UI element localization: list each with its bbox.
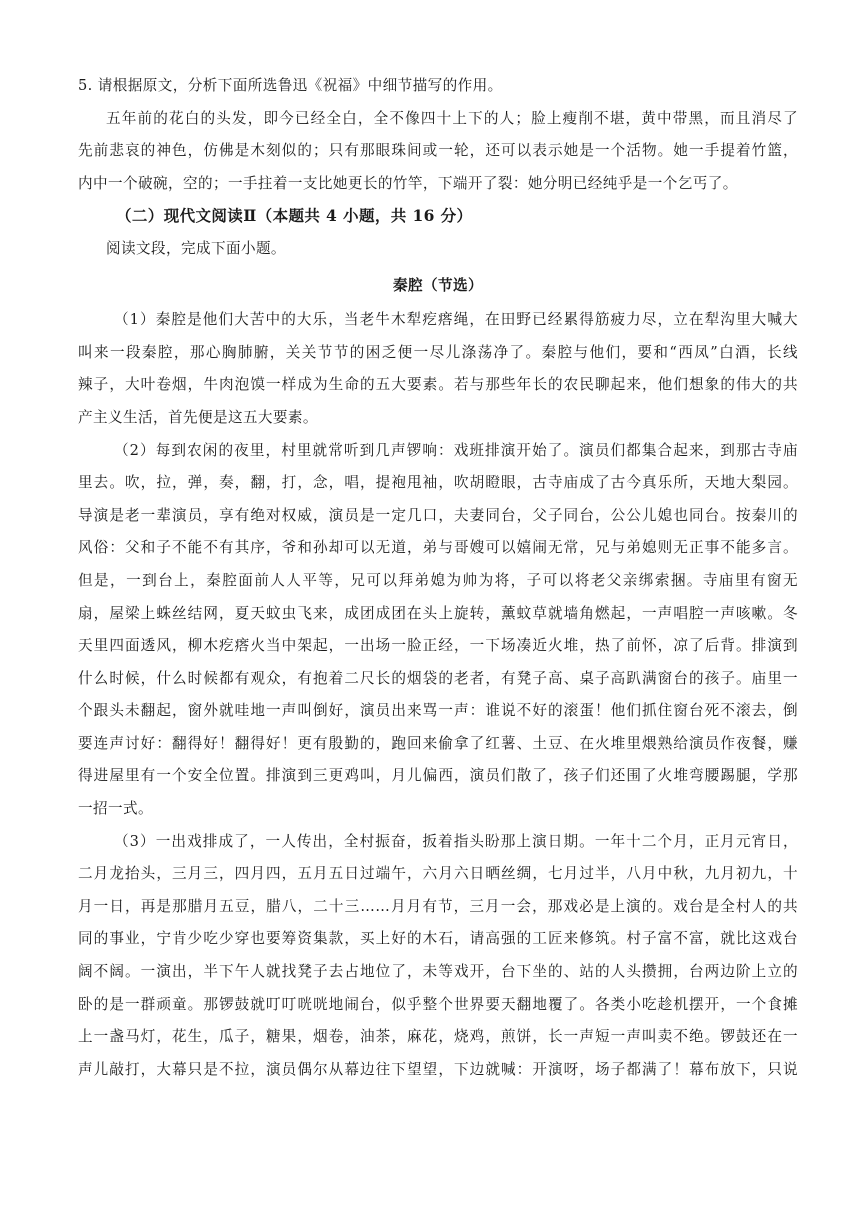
question-line: 5. 请根据原文，分析下面所选鲁迅《祝福》中细节描写的作用。 <box>78 77 503 94</box>
paragraph-line: 但是，一到台上，秦腔面前人人平等，兄可以拜弟媳为帅为将，子可以将老父亲绑索捆。寺庙里有窗无 <box>78 571 798 589</box>
paragraph-line: （3）一出戏排成了，一人传出，全村振奋，扳着指头盼那上演日期。一年十二个月，正月元宵日， <box>114 832 798 850</box>
quote-line: 内中一个破碗，空的；一手拄着一支比她更长的竹竿，下端开了裂：她分明已经纯乎是一个乞丐了。 <box>78 174 738 192</box>
paragraph-line: 辣子，大叶卷烟，牛肉泡馍一样成为生命的五大要素。若与那些年长的农民聊起来，他们想象的伟大的共 <box>78 376 798 394</box>
paragraph-line: 导演是老一辈演员，享有绝对权威，演员是一定几口，夫妻同台，父子同台，公公儿媳也同台。按秦川的 <box>78 506 798 524</box>
paragraph-line: 阔不阔。一演出，半下午人就找凳子去占地位了，未等戏开，台下坐的、站的人头攒拥，台两边阶上立的 <box>78 963 798 981</box>
paragraph-line: 声儿敲打，大幕只是不拉，演员偶尔从幕边往下望望，下边就喊：开演呀，场子都满了！幕布放下，只说 <box>78 1060 798 1078</box>
paragraph-line: 上一盏马灯，花生，瓜子，糖果，烟卷，油茶，麻花，烧鸡，煎饼，长一声短一声叫卖不绝。锣鼓还在一 <box>78 1028 798 1046</box>
quote-line: 五年前的花白的头发，即今已经全白，全不像四十上下的人；脸上瘦削不堪，黄中带黑，而且消尽了 <box>106 109 798 127</box>
paragraph-line: 扇，屋梁上蛛丝结网，夏天蚊虫飞来，成团成团在头上旋转，薰蚊草就墙角燃起，一声唱腔一声咳嗽。冬 <box>78 604 798 622</box>
document-page <box>78 70 798 1086</box>
paragraph-1 <box>78 304 798 434</box>
paragraph-line: 月一日，再是那腊月五豆，腊八，二十三……月月有节，三月一会，那戏必是上演的。戏台是全村人的共 <box>78 897 798 915</box>
paragraph-2 <box>78 435 798 826</box>
section-title: （二）现代文阅读Ⅱ（本题共 4 小题，共 16 分） <box>116 206 473 226</box>
paragraph-line: 卧的是一群顽童。那锣鼓就叮叮咣咣地闹台，似乎整个世界要天翻地覆了。各类小吃趁机摆开，一个食摊 <box>78 995 798 1013</box>
paragraph-line: （2）每到农闲的夜里，村里就常听到几声锣响：戏班排演开始了。演员们都集合起来，到那古寺庙 <box>114 441 798 459</box>
paragraph-line: 里去。吹，拉，弹，奏，翻，打，念，唱，提袍甩袖，吹胡瞪眼，古寺庙成了古今真乐所，天地大梨园。 <box>78 474 798 492</box>
quote-line: 先前悲哀的神色，仿佛是木刻似的；只有那眼珠间或一轮，还可以表示她是一个活物。她一手提着竹篮， <box>78 142 798 160</box>
paragraph-line: 什么时候，什么时候都有观众，有抱着二尺长的烟袋的老者，有凳子高、桌子高趴满窗台的孩子。庙里一 <box>78 669 798 687</box>
paragraph-line: 一招一式。 <box>78 800 153 818</box>
paragraph-line: （1）秦腔是他们大苦中的大乐，当老牛木犁疙瘩绳，在田野已经累得筋疲力尽，立在犁沟里大喊大 <box>114 311 798 329</box>
paragraph-line: 产主义生活，首先便是这五大要素。 <box>78 408 318 426</box>
paragraph-line: 风俗：父和子不能不有其序，爷和孙却可以无道，弟与哥嫂可以嬉闹无常，兄与弟媳则无正事不能多言。 <box>78 539 798 557</box>
section-instruction: 阅读文段，完成下面小题。 <box>106 239 286 257</box>
paragraph-line: 叫来一段秦腔，那心胸肺腑，关关节节的困乏便一尽儿涤荡净了。秦腔与他们，要和“西凤”白酒，长线 <box>78 343 798 361</box>
paragraph-line: 二月龙抬头，三月三，四月四，五月五日过端午，六月六日晒丝绸，七月过半，八月中秋，九月初九，十 <box>78 865 798 883</box>
paragraph-line: 天里四面透风，柳木疙瘩火当中架起，一出场一脸正经，一下场凑近火堆，热了前怀，凉了后背。排演到 <box>78 637 798 655</box>
paragraph-3 <box>78 826 798 1087</box>
quote-block <box>78 103 798 201</box>
paragraph-line: 个跟头未翻起，窗外就哇地一声叫倒好，演员出来骂一声：谁说不好的滚蛋！他们抓住窗台死不滚去，倒 <box>78 702 798 720</box>
paragraph-line: 得进屋里有一个安全位置。排演到三更鸡叫，月儿偏西，演员们散了，孩子们还围了火堆弯腰踢腿，学那 <box>78 767 798 785</box>
article-title: 秦腔（节选） <box>393 276 483 294</box>
paragraph-line: 同的事业，宁肯少吃少穿也要筹资集款，买上好的木石，请高强的工匠来修筑。村子富不富，就比这戏台 <box>78 930 798 948</box>
paragraph-line: 要连声讨好：翻得好！翻得好！更有殷勤的，跑回来偷拿了红薯、土豆、在火堆里煨熟给演员作夜餐，赚 <box>78 734 798 752</box>
